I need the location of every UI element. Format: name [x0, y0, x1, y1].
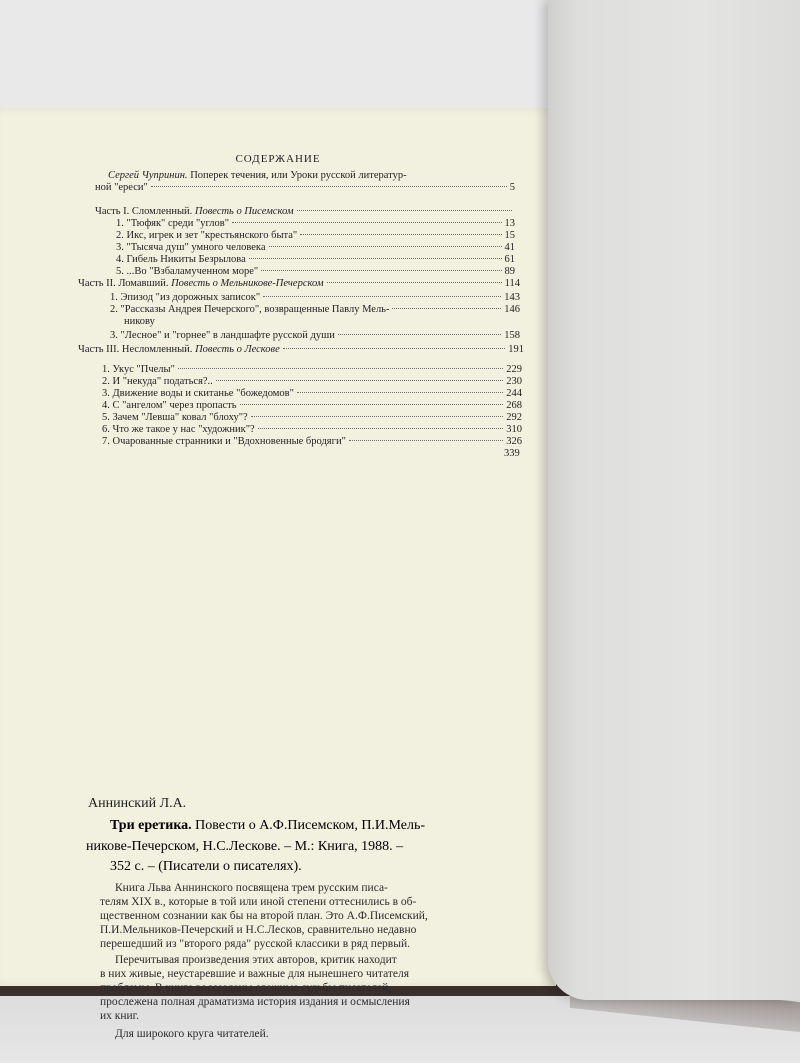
card-author: Аннинский Л.А. — [88, 796, 187, 811]
list-item: 7. Очарованные странники и "Вдохновенные бродяги" 326 — [102, 436, 522, 447]
list-item: 3. "Тысяча душ" умного человека 41 — [116, 242, 515, 253]
list-item: 6. Что же такое у нас "художник"? 310 — [102, 424, 522, 435]
part-label: Часть II. Ломавший. — [78, 278, 169, 289]
toc-intro-line2 — [95, 182, 515, 194]
toc-title: СОДЕРЖАНИЕ — [235, 153, 321, 165]
annotation-line: прослежена полная драматизма история издания и осмысления — [100, 996, 410, 1008]
annotation-line: щественном сознании как бы на второй план. Это А.Ф.Писемский, — [100, 910, 428, 922]
toc-last-page: 339 — [504, 448, 520, 459]
list-item: 5. Зачем "Левша" ковал "блоху"? 292 — [102, 412, 522, 423]
list-item: 1. Эпизод "из дорожных записок" 143 — [110, 292, 520, 303]
list-item: 2. "Рассказы Андрея Печерского", возвращенные Павлу Мель- 146 — [110, 304, 520, 315]
card-line-3: 352 с. – (Писатели о писателях). — [110, 859, 302, 874]
card-line-2: никове-Печерском, Н.С.Лескове. – М.: Книга, 1988. – — [86, 839, 404, 854]
page-number: 5 — [509, 182, 515, 193]
left-page — [0, 108, 556, 1040]
intro-title-2: ной "ереси" — [95, 182, 148, 193]
annotation-line: Книга Льва Аннинского посвящена трем русским писа- — [115, 882, 388, 894]
annotation-line: телям XIX в., которые в той или иной степени оттеснились в об- — [100, 896, 417, 908]
list-item: 3. "Лесное" и "горнее" в ландшафте русской души 158 — [110, 330, 520, 341]
toc-part-1 — [95, 206, 515, 218]
part-label: Часть III. Несломленный. — [78, 344, 193, 355]
list-item-continuation: никову — [124, 316, 155, 327]
part-label: Часть I. Сломленный. — [95, 206, 193, 217]
right-page — [548, 0, 800, 1000]
dot-leader — [297, 210, 512, 211]
annotation-line: П.И.Мельников-Печерский и Н.С.Лесков, сравнительно недавно — [100, 924, 417, 936]
audience-note: Для широкого круга читателей. — [115, 1028, 269, 1040]
list-item: 2. Икс, игрек и зет "крестьянского быта" 15 — [116, 230, 515, 241]
annotation-line: перешедший из "второго ряда" русской классики в ряд первый. — [100, 938, 410, 950]
list-item: 3. Движение воды и скитанье "божедомов" 244 — [102, 388, 522, 399]
list-item: 5. ...Во "Взбаламученном море" 89 — [116, 266, 515, 277]
card-title-line: Три еретика. Повести о А.Ф.Писемском, П.И.Мель- — [110, 818, 426, 833]
intro-title-1: Поперек течения, или Уроки русской литератур- — [187, 170, 407, 181]
toc-intro-line1 — [108, 170, 407, 182]
part-subtitle: Повесть о Лескове — [192, 344, 280, 355]
annotation-line: Перечитывая произведения этих авторов, критик находит — [115, 954, 397, 966]
annotation-line: в них живые, неустаревшие и важные для нынешнего читателя — [100, 968, 410, 980]
intro-author: Сергей Чупринин. — [108, 170, 188, 181]
list-item: 2. И "некуда" податься?.. 230 — [102, 376, 522, 387]
list-item: 1. Укус "Пчелы" 229 — [102, 364, 522, 375]
list-item: 1. "Тюфяк" среди "углов" 13 — [116, 218, 515, 229]
toc-part-3: Часть III. Несломленный. Повесть о Лескове 191 — [78, 344, 524, 355]
book-title: Три еретика. — [110, 818, 192, 833]
list-item: 4. Гибель Никиты Безрылова 61 — [116, 254, 515, 265]
dot-leader — [151, 186, 507, 187]
part-subtitle: Повесть о Мельникове-Печерском — [168, 278, 324, 289]
toc-part-2: Часть II. Ломавший. Повесть о Мельникове-Печерском 114 — [78, 278, 520, 289]
list-item: 4. С "ангелом" через пропасть 268 — [102, 400, 522, 411]
annotation-line: проблемы. В книге воссозданы сложные судьбы писателей, — [100, 982, 392, 994]
annotation-line: их книг. — [100, 1010, 139, 1022]
part-subtitle: Повесть о Писемском — [192, 206, 294, 217]
